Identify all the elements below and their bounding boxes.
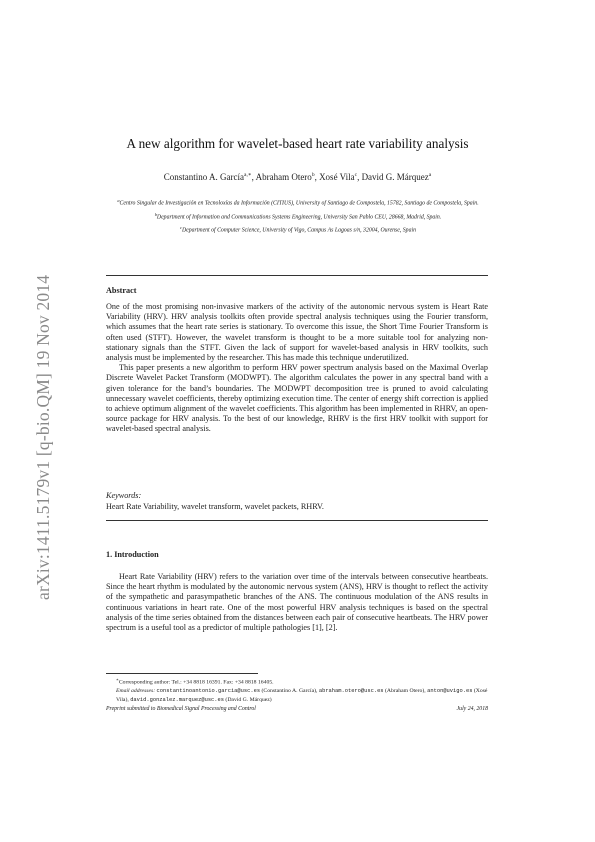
abstract-heading: Abstract <box>106 286 137 295</box>
author-name: Xosé Vila <box>319 172 355 182</box>
affiliation-text: Centro Singular de Investigación en Tecnoloxías da Información (CITIUS), University of Santiago de Compostela, 15782, Santiago de Compostela, Spain. <box>119 200 479 207</box>
email-owner: (Constantino A. García), <box>261 688 318 695</box>
affiliation-text: Department of Computer Science, University of Vigo, Campus As Lagoas s/n, 32004, Ourense, Spain <box>181 227 416 234</box>
affiliation-mark: b <box>154 211 157 217</box>
affiliation <box>110 196 486 209</box>
email-link[interactable]: david.gonzalez.marquez@usc.es <box>130 696 224 703</box>
email-link[interactable]: abraham.otero@usc.es <box>318 688 384 695</box>
author-name: Constantino A. García <box>163 172 244 182</box>
affiliation <box>110 210 486 223</box>
affiliation-mark: a <box>117 198 120 203</box>
footnote-divider <box>106 673 258 674</box>
email-link[interactable]: constantinoantonio.garcia@usc.es <box>156 688 261 695</box>
author-mark: b <box>311 172 315 178</box>
author-mark: a <box>428 172 432 178</box>
paper-title: A new algorithm for wavelet-based heart rate variability analysis <box>126 136 469 151</box>
corresponding-author-text: Corresponding author: Tel.: +34 8818 16391. Fax: +34 8818 16405. <box>118 679 274 686</box>
affiliation-mark: c <box>180 225 182 230</box>
keywords-heading: Keywords: <box>106 491 142 500</box>
author-mark: c <box>354 172 358 178</box>
affiliation <box>110 223 486 236</box>
affiliations <box>110 196 486 237</box>
author-list: Constantino A. García$^{a,∗}$, Abraham Otero$^b$, Xosé Vila$^c$, David G. Márquez$^a$ <box>163 172 432 182</box>
abstract-paragraph: This paper presents a new algorithm to perform HRV power spectrum analysis based on the Maximal Overlap Discrete Wavelet Packet Transform (MODWPT). The algorithm calculates the power in any spectral band with a given tolerance for the band’s boundaries. The MODWPT decomposition tree is pruned to avoid calculating unnecessary wavelet coefficients, thereby optimizing execution time. The center of energy shift correction is applied to achieve optimum alignment of the wavelet coefficients. This algorithm has been implemented in RHRV, an open-source package for HRV analysis. To the best of our knowledge, RHRV is the first HRV toolkit with support for wavelet-based spectral analysis. <box>106 363 488 434</box>
abstract-bottom-divider <box>106 520 488 521</box>
author-mark: a,∗ <box>244 172 252 178</box>
abstract-paragraph: One of the most promising non-invasive markers of the activity of the autonomic nervous system is Heart Rate Variability (HRV). HRV analysis toolkits often provide spectral analysis techniques using the Fourier transform, which assumes that the heart rate series is stationary. To overcome this issue, the Short Time Fourier Transform is often used (STFT). However, the wavelet transform is thought to be a more suitable tool for analyzing non-stationary signals than the STFT. Given the lack of support for wavelet-based analysis in HRV toolkits, such analysis must be implemented by the researcher. This has made this technique underutilized. <box>106 302 488 363</box>
author-name: David G. Márquez <box>361 172 429 182</box>
email-addresses <box>106 687 488 704</box>
abstract-top-divider <box>106 275 488 276</box>
keywords-list: Heart Rate Variability, wavelet transform, wavelet packets, RHRV. <box>106 502 324 511</box>
email-owner: (Xosé Vila), <box>116 688 488 703</box>
abstract-body <box>106 302 488 435</box>
email-label: Email addresses: <box>116 688 156 695</box>
corresponding-author-note <box>106 676 488 687</box>
introduction-paragraph: Heart Rate Variability (HRV) refers to the variation over time of the intervals between consecutive heartbeats. Since the heart rhythm is modulated by the autonomic nervous system (ANS), HRV is thought to reflect the activity of the sympathetic and parasympathetic branches of the ANS. The continuous modulation of the ANS results in continuous variations in heart rate. One of the most powerful HRV analysis techniques is based on the spectral analysis of the time series obtained from the distances between each pair of consecutive heartbeats. The HRV power spectrum is a useful tool as a predictor of multiple pathologies [1], [2]. <box>106 572 488 633</box>
email-owner: (Abraham Otero), <box>384 688 426 695</box>
preprint-footer <box>106 706 488 712</box>
preprint-journal: Preprint submitted to Biomedical Signal Processing and Control <box>106 706 256 712</box>
affiliation-text: Department of Information and Communications Systems Engineering, University San Pablo CEU, 28668, Madrid, Spain. <box>156 214 442 220</box>
email-owner: (David G. Márquez) <box>225 696 272 703</box>
author-name: Abraham Otero <box>255 172 312 182</box>
email-link[interactable]: anton@uvigo.es <box>427 688 473 695</box>
footnotes <box>106 676 488 704</box>
arxiv-identifier-stamp: arXiv:1411.5179v1 [q-bio.QM] 19 Nov 2014 <box>33 274 53 600</box>
footnote-mark: ∗ <box>116 677 119 682</box>
preprint-date: July 24, 2018 <box>456 706 488 712</box>
section-heading-introduction: 1. Introduction <box>106 550 159 559</box>
